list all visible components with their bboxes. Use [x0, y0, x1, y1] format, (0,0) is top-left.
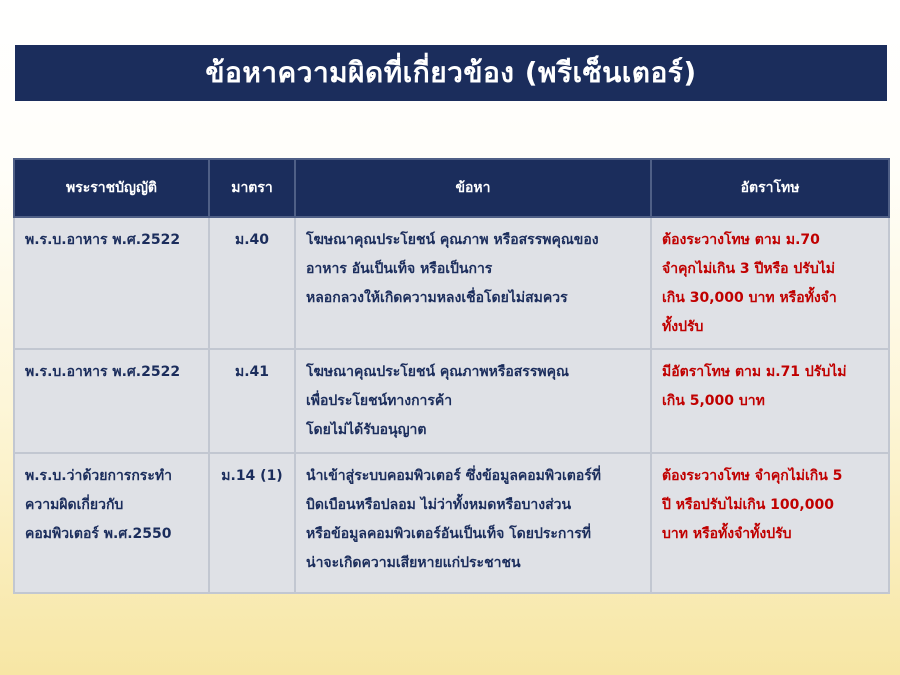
charge-line: อาหาร อันเป็นเท็จ หรือเป็นการ — [306, 261, 493, 277]
act-cell — [14, 453, 209, 593]
column-header-act: พระราชบัญญัติ — [14, 159, 209, 217]
column-header-penalty: อัตราโทษ — [651, 159, 889, 217]
act-text: พ.ร.บ.อาหาร พ.ศ.2522 — [25, 232, 181, 248]
slide-title: ข้อหาความผิดที่เกี่ยวข้อง (พรีเซ็นเตอร์) — [205, 56, 697, 89]
charge-line: เพื่อประโยชน์ทางการค้า — [306, 393, 453, 409]
section-cell — [209, 217, 295, 349]
charge-line: บิดเบือนหรือปลอม ไม่ว่าทั้งหมดหรือบางส่วน — [306, 497, 572, 513]
table-header-row — [14, 159, 889, 217]
charge-line: น่าจะเกิดความเสียหายแก่ประชาชน — [306, 555, 521, 571]
penalty-line: ต้องระวางโทษ ตาม ม.70 — [662, 232, 820, 248]
charge-line: หลอกลวงให้เกิดความหลงเชื่อโดยไม่สมควร — [306, 290, 568, 306]
section-text: ม.14 (1) — [221, 468, 283, 484]
penalty-line: เกิน 5,000 บาท — [662, 393, 765, 409]
charge-line: หรือข้อมูลคอมพิวเตอร์อันเป็นเท็จ โดยประการที่ — [306, 526, 591, 542]
charge-line: โฆษณาคุณประโยชน์ คุณภาพหรือสรรพคุณ — [306, 364, 569, 380]
section-text: ม.41 — [234, 364, 270, 380]
table-row — [14, 217, 889, 349]
column-header-section: มาตรา — [209, 159, 295, 217]
act-text: พ.ร.บ.ว่าด้วยการกระทำ — [25, 468, 172, 484]
charge-cell — [295, 349, 651, 453]
act-cell — [14, 349, 209, 453]
charge-line: นำเข้าสู่ระบบคอมพิวเตอร์ ซึ่งข้อมูลคอมพิวเตอร์ที่ — [306, 468, 602, 484]
table-row — [14, 349, 889, 453]
act-text: พ.ร.บ.อาหาร พ.ศ.2522 — [25, 364, 181, 380]
slide-title-bar — [15, 45, 887, 101]
act-text: ความผิดเกี่ยวกับ — [25, 497, 124, 513]
act-cell — [14, 217, 209, 349]
table-row — [14, 453, 889, 593]
penalty-line: บาท หรือทั้งจำทั้งปรับ — [662, 526, 792, 542]
penalty-cell — [651, 349, 889, 453]
section-cell — [209, 349, 295, 453]
offense-table — [13, 158, 890, 594]
penalty-line: จำคุกไม่เกิน 3 ปีหรือ ปรับไม่ — [662, 261, 835, 277]
charge-line: โดยไม่ได้รับอนุญาต — [306, 422, 427, 438]
act-text: คอมพิวเตอร์ พ.ศ.2550 — [25, 526, 172, 542]
penalty-cell — [651, 217, 889, 349]
section-cell — [209, 453, 295, 593]
charge-cell — [295, 453, 651, 593]
column-header-charge: ข้อหา — [295, 159, 651, 217]
penalty-cell — [651, 453, 889, 593]
penalty-line: มีอัตราโทษ ตาม ม.71 ปรับไม่ — [662, 364, 847, 380]
charge-line: โฆษณาคุณประโยชน์ คุณภาพ หรือสรรพคุณของ — [306, 232, 599, 248]
charge-cell — [295, 217, 651, 349]
penalty-line: ปี หรือปรับไม่เกิน 100,000 — [662, 497, 834, 513]
penalty-line: ต้องระวางโทษ จำคุกไม่เกิน 5 — [662, 468, 843, 484]
section-text: ม.40 — [234, 232, 270, 248]
penalty-line: ทั้งปรับ — [662, 319, 704, 335]
penalty-line: เกิน 30,000 บาท หรือทั้งจำ — [662, 290, 837, 306]
